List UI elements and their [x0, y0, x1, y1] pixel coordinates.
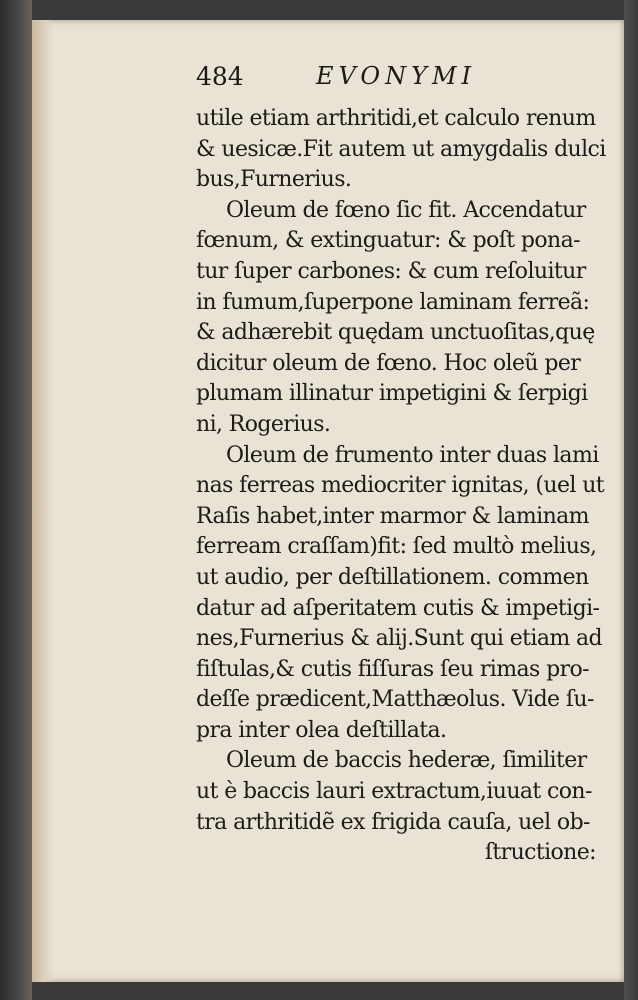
text-line: in fumum,ſuperpone laminam ferreã:	[196, 289, 590, 315]
text-line: pra inter olea deſtillata.	[196, 717, 447, 743]
text-line: ferream craſſam)fit: ſed multò melius,	[196, 534, 597, 560]
text-line: bus,Furnerius.	[196, 167, 352, 193]
text-line: dicitur oleum de fœno. Hoc oleũ per	[196, 350, 581, 376]
running-head: EVONYMI	[316, 62, 477, 90]
text-line: Oleum de baccis hederæ, ſimiliter	[226, 748, 587, 774]
page-number: 484	[196, 62, 244, 91]
book-spine-edge	[0, 0, 32, 1000]
text-line: ut audio, per deſtillationem. commen	[196, 564, 589, 590]
text-line: utile etiam arthritidi,et calculo renum	[196, 106, 596, 131]
text-line: nas ferreas mediocriter ignitas, (uel ut	[196, 473, 605, 499]
text-line: datur ad aſperitatem cutis & impetigi-	[196, 595, 600, 621]
text-line: plumam illinatur impetigini & ſerpigi	[196, 381, 588, 407]
text-line: Oleum de frumento inter duas lami	[226, 442, 599, 468]
scan-background-edge	[624, 0, 638, 1000]
text-line: nes,Furnerius & alij.Sunt qui etiam ad	[196, 626, 602, 652]
text-line: deſſe prædicent,Matthæolus. Vide ſu-	[196, 687, 594, 713]
body-text	[196, 104, 606, 869]
text-line: & adhærebit quędam unctuoſitas,quę	[196, 320, 595, 346]
text-line: Oleum de fœno ſic fit. Accendatur	[226, 197, 586, 223]
text-line: ni, Rogerius.	[196, 411, 331, 437]
text-line: ſtructione:	[484, 840, 596, 866]
text-line: & uesicæ.Fit autem ut amygdalis dulci	[196, 136, 606, 162]
page-gutter-shadow	[32, 20, 54, 982]
page-header	[196, 62, 596, 102]
text-line: fiſtulas,& cutis fiſſuras ſeu rimas pro-	[196, 656, 589, 682]
text-line: Raſis habet,inter marmor & laminam	[196, 503, 589, 529]
text-line: fœnum, & extinguatur: & poſt pona-	[196, 228, 580, 254]
text-line: ut è baccis lauri extractum,iuuat con-	[196, 779, 592, 805]
text-line: tur ſuper carbones: & cum reſoluitur	[196, 258, 586, 284]
text-line: tra arthritidẽ ex frigida cauſa, uel ob-	[196, 809, 590, 835]
